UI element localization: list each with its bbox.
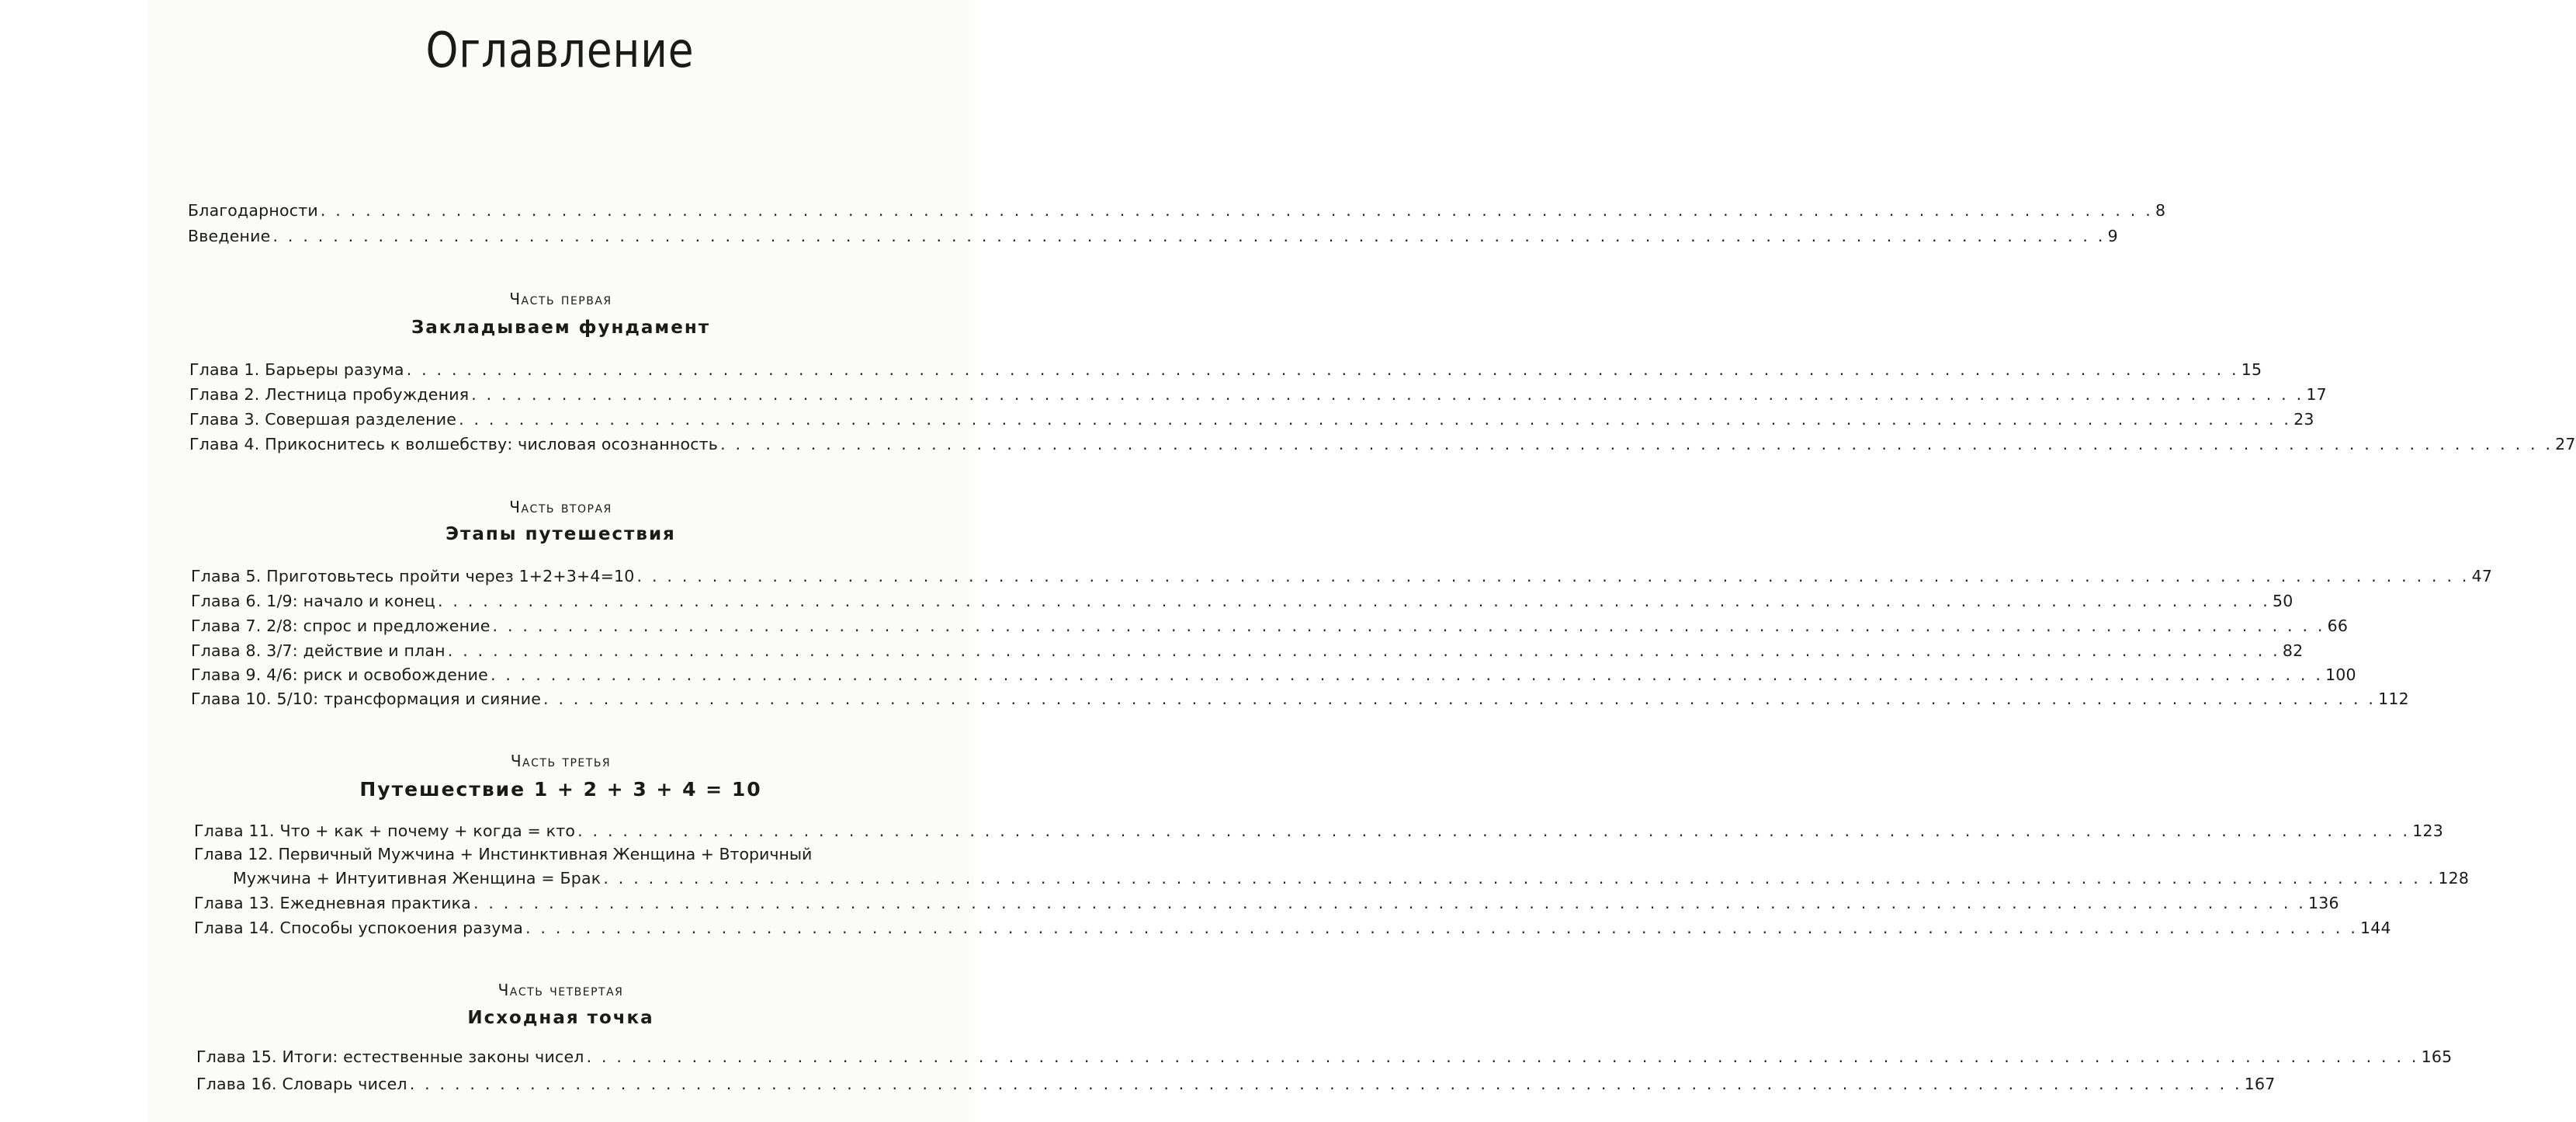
toc-entry-introduction[interactable] xyxy=(188,224,2118,248)
toc-entry-acknowledgements[interactable] xyxy=(188,199,2166,222)
dot-leader: . . . . . . . . . . . . . . . . . . . . . . . . . . . . . . . . . . . . . . . . . . . . . . . . . . . . . . . . . . . . . . . . . . . . . . . . . . . . . . . . . . . . . . . . . . . . . . . . . . . . . . . . . . . . . . . . . . . . . . . . . . xyxy=(447,641,2280,660)
toc-entry-chapter-1[interactable] xyxy=(189,358,2262,381)
toc-entry-page: 17 xyxy=(2306,385,2327,404)
toc-entry-chapter-6[interactable] xyxy=(191,589,2293,613)
toc-entry-label: Глава 6. 1/9: начало и конец xyxy=(191,592,435,610)
toc-entry-label: Глава 3. Совершая разделение xyxy=(189,410,457,429)
toc-entry-label: Глава 2. Лестница пробуждения xyxy=(189,385,470,404)
toc-entry-chapter-10[interactable] xyxy=(191,687,2409,710)
toc-entry-page: 15 xyxy=(2241,360,2262,379)
toc-entry-label: Глава 7. 2/8: спрос и предложение xyxy=(191,617,491,635)
toc-entry-label: Мужчина + Интуитивная Женщина = Брак xyxy=(233,869,602,888)
toc-entry-chapter-12-first-line[interactable]: Глава 12. Первичный Мужчина + Инстинктивная Женщина + Вторичный xyxy=(194,845,813,863)
toc-entry-chapter-3[interactable] xyxy=(189,408,2314,431)
toc-entry-label: Глава 10. 5/10: трансформация и сияние xyxy=(191,690,542,708)
toc-entry-page: 8 xyxy=(2155,201,2166,220)
toc-entry-page: 27 xyxy=(2555,435,2576,453)
toc-entry-label: Глава 13. Ежедневная практика xyxy=(194,894,471,912)
toc-entry-page: 82 xyxy=(2282,641,2304,660)
part-label: Часть четвертая xyxy=(498,981,624,999)
dot-leader: . . . . . . . . . . . . . . . . . . . . . . . . . . . . . . . . . . . . . . . . . . . . . . . . . . . . . . . . . . . . . . . . . . . . . . . . . . . . . . . . . . . . . . . . . . . . . . . . . . . . . . . . . . . . . . . . . . . . . . . . . . xyxy=(586,1047,2419,1066)
toc-entry-page: 50 xyxy=(2273,592,2293,610)
dot-leader: . . . . . . . . . . . . . . . . . . . . . . . . . . . . . . . . . . . . . . . . . . . . . . . . . . . . . . . . . . . . . . . . . . . . . . . . . . . . . . . . . . . . . . . . . . . . . . . . . . . . . . . . . . . . . . . . . . . . . . . . . . xyxy=(577,822,2411,840)
toc-entry-page: 123 xyxy=(2412,822,2443,840)
toc-entry-label: Введение xyxy=(188,227,271,245)
toc-entry-page: 66 xyxy=(2327,617,2349,635)
toc-entry-label: Глава 14. Способы успокоения разума xyxy=(194,919,523,937)
toc-entry-chapter-7[interactable] xyxy=(191,614,2349,637)
toc-entry-label: Глава 16. Словарь чисел xyxy=(196,1075,407,1093)
toc-entry-page: 47 xyxy=(2471,567,2493,585)
toc-entry-label: Глава 4. Прикоснитесь к волшебству: числовая осознанность xyxy=(189,435,719,453)
dot-leader: . . . . . . . . . . . . . . . . . . . . . . . . . . . . . . . . . . . . . . . . . . . . . . . . . . . . . . . . . . . . . . . . . . . . . . . . . . . . . . . . . . . . . . . . . . . . . . . . . . . . . . . . . . . . . . . . . . . . . . . . . . xyxy=(406,360,2239,379)
dot-leader: . . . . . . . . . . . . . . . . . . . . . . . . . . . . . . . . . . . . . . . . . . . . . . . . . . . . . . . . . . . . . . . . . . . . . . . . . . . . . . . . . . . . . . . . . . . . . . . . . . . . . . . . . . . . . . . . . . . . . . . . . . xyxy=(471,385,2304,404)
toc-entry-label: Глава 8. 3/7: действие и план xyxy=(191,641,446,660)
toc-entry-chapter-11[interactable] xyxy=(194,819,2443,842)
toc-entry-page: 9 xyxy=(2107,227,2118,245)
toc-entry-page: 23 xyxy=(2293,410,2314,429)
dot-leader: . . . . . . . . . . . . . . . . . . . . . . . . . . . . . . . . . . . . . . . . . . . . . . . . . . . . . . . . . . . . . . . . . . . . . . . . . . . . . . . . . . . . . . . . . . . . . . . . . . . . . . . . . . . . . . . . . . . . . . . . . . xyxy=(459,410,2292,429)
part-title: Этапы путешествия xyxy=(446,524,676,544)
toc-entry-page: 128 xyxy=(2438,869,2470,888)
dot-leader: . . . . . . . . . . . . . . . . . . . . . . . . . . . . . . . . . . . . . . . . . . . . . . . . . . . . . . . . . . . . . . . . . . . . . . . . . . . . . . . . . . . . . . . . . . . . . . . . . . . . . . . . . . . . . . . . . . . . . . . . . . xyxy=(603,869,2436,888)
dot-leader: . . . . . . . . . . . . . . . . . . . . . . . . . . . . . . . . . . . . . . . . . . . . . . . . . . . . . . . . . . . . . . . . . . . . . . . . . . . . . . . . . . . . . . . . . . . . . . . . . . . . . . . . . . . . . . . . . . . . . . . . . . xyxy=(543,690,2377,708)
toc-entry-label: Глава 9. 4/6: риск и освобождение xyxy=(191,665,488,684)
dot-leader: . . . . . . . . . . . . . . . . . . . . . . . . . . . . . . . . . . . . . . . . . . . . . . . . . . . . . . . . . . . . . . . . . . . . . . . . . . . . . . . . . . . . . . . . . . . . . . . . . . . . . . . . . . . . . . . . . . . . . . . . . . xyxy=(409,1075,2242,1093)
toc-entry-page: 112 xyxy=(2378,690,2409,708)
dot-leader: . . . . . . . . . . . . . . . . . . . . . . . . . . . . . . . . . . . . . . . . . . . . . . . . . . . . . . . . . . . . . . . . . . . . . . . . . . . . . . . . . . . . . . . . . . . . . . . . . . . . . . . . . . . . . . . . . . . . . . . . . . xyxy=(490,665,2324,684)
toc-entry-chapter-14[interactable] xyxy=(194,916,2391,940)
toc-entry-page: 100 xyxy=(2325,665,2356,684)
page-title: Оглавление xyxy=(425,22,695,78)
toc-entry-page: 136 xyxy=(2308,894,2339,912)
part-title: Путешествие 1 + 2 + 3 + 4 = 10 xyxy=(359,778,762,801)
dot-leader: . . . . . . . . . . . . . . . . . . . . . . . . . . . . . . . . . . . . . . . . . . . . . . . . . . . . . . . . . . . . . . . . . . . . . . . . . . . . . . . . . . . . . . . . . . . . . . . . . . . . . . . . . . . . . . . . . . . . . . . . . . xyxy=(320,201,2153,220)
toc-entry-page: 167 xyxy=(2244,1075,2276,1093)
toc-entry-label: Глава 11. Что + как + почему + когда = кто xyxy=(194,822,576,840)
part-label: Часть третья xyxy=(510,752,612,770)
toc-entry-chapter-16[interactable] xyxy=(196,1072,2276,1096)
toc-entry-label: Глава 5. Приготовьтесь пройти через 1+2+3+4=10 xyxy=(191,567,635,585)
part-title: Исходная точка xyxy=(467,1008,654,1028)
toc-entry-page: 144 xyxy=(2360,919,2391,937)
dot-leader: . . . . . . . . . . . . . . . . . . . . . . . . . . . . . . . . . . . . . . . . . . . . . . . . . . . . . . . . . . . . . . . . . . . . . . . . . . . . . . . . . . . . . . . . . . . . . . . . . . . . . . . . . . . . . . . . . . . . . . . . . . xyxy=(636,567,2470,585)
dot-leader: . . . . . . . . . . . . . . . . . . . . . . . . . . . . . . . . . . . . . . . . . . . . . . . . . . . . . . . . . . . . . . . . . . . . . . . . . . . . . . . . . . . . . . . . . . . . . . . . . . . . . . . . . . . . . . . . . . . . . . . . . . xyxy=(437,592,2271,610)
toc-entry-chapter-2[interactable] xyxy=(189,383,2327,406)
toc-entry-label: Глава 1. Барьеры разума xyxy=(189,360,404,379)
toc-entry-label: Благодарности xyxy=(188,201,318,220)
toc-entry-chapter-15[interactable] xyxy=(196,1045,2453,1068)
toc-entry-label: Глава 15. Итоги: естественные законы чисел xyxy=(196,1047,584,1066)
dot-leader: . . . . . . . . . . . . . . . . . . . . . . . . . . . . . . . . . . . . . . . . . . . . . . . . . . . . . . . . . . . . . . . . . . . . . . . . . . . . . . . . . . . . . . . . . . . . . . . . . . . . . . . . . . . . . . . . . . . . . . . . . . xyxy=(525,919,2359,937)
toc-entry-chapter-8[interactable] xyxy=(191,639,2304,662)
toc-entry-chapter-12[interactable] xyxy=(233,867,2470,890)
part-label: Часть вторая xyxy=(509,498,612,516)
part-title: Закладываем фундамент xyxy=(411,318,711,338)
book-page xyxy=(147,0,974,1122)
dot-leader: . . . . . . . . . . . . . . . . . . . . . . . . . . . . . . . . . . . . . . . . . . . . . . . . . . . . . . . . . . . . . . . . . . . . . . . . . . . . . . . . . . . . . . . . . . . . . . . . . . . . . . . . . . . . . . . . . . . . . . . . . . xyxy=(272,227,2106,245)
part-label: Часть первая xyxy=(509,290,612,308)
toc-entry-chapter-13[interactable] xyxy=(194,891,2339,915)
dot-leader: . . . . . . . . . . . . . . . . . . . . . . . . . . . . . . . . . . . . . . . . . . . . . . . . . . . . . . . . . . . . . . . . . . . . . . . . . . . . . . . . . . . . . . . . . . . . . . . . . . . . . . . . . . . . . . . . . . . . . . . . . . xyxy=(473,894,2307,912)
toc-entry-chapter-5[interactable] xyxy=(191,564,2493,588)
toc-entry-chapter-4[interactable] xyxy=(189,432,2576,456)
dot-leader: . . . . . . . . . . . . . . . . . . . . . . . . . . . . . . . . . . . . . . . . . . . . . . . . . . . . . . . . . . . . . . . . . . . . . . . . . . . . . . . . . . . . . . . . . . . . . . . . . . . . . . . . . . . . . . . . . . . . . . . . . . xyxy=(492,617,2325,635)
dot-leader: . . . . . . . . . . . . . . . . . . . . . . . . . . . . . . . . . . . . . . . . . . . . . . . . . . . . . . . . . . . . . . . . . . . . . . . . . . . . . . . . . . . . . . . . . . . . . . . . . . . . . . . . . . . . . . . . . . . . . . . . . . xyxy=(720,435,2553,453)
toc-entry-chapter-9[interactable] xyxy=(191,663,2356,686)
toc-entry-page: 165 xyxy=(2421,1047,2453,1066)
